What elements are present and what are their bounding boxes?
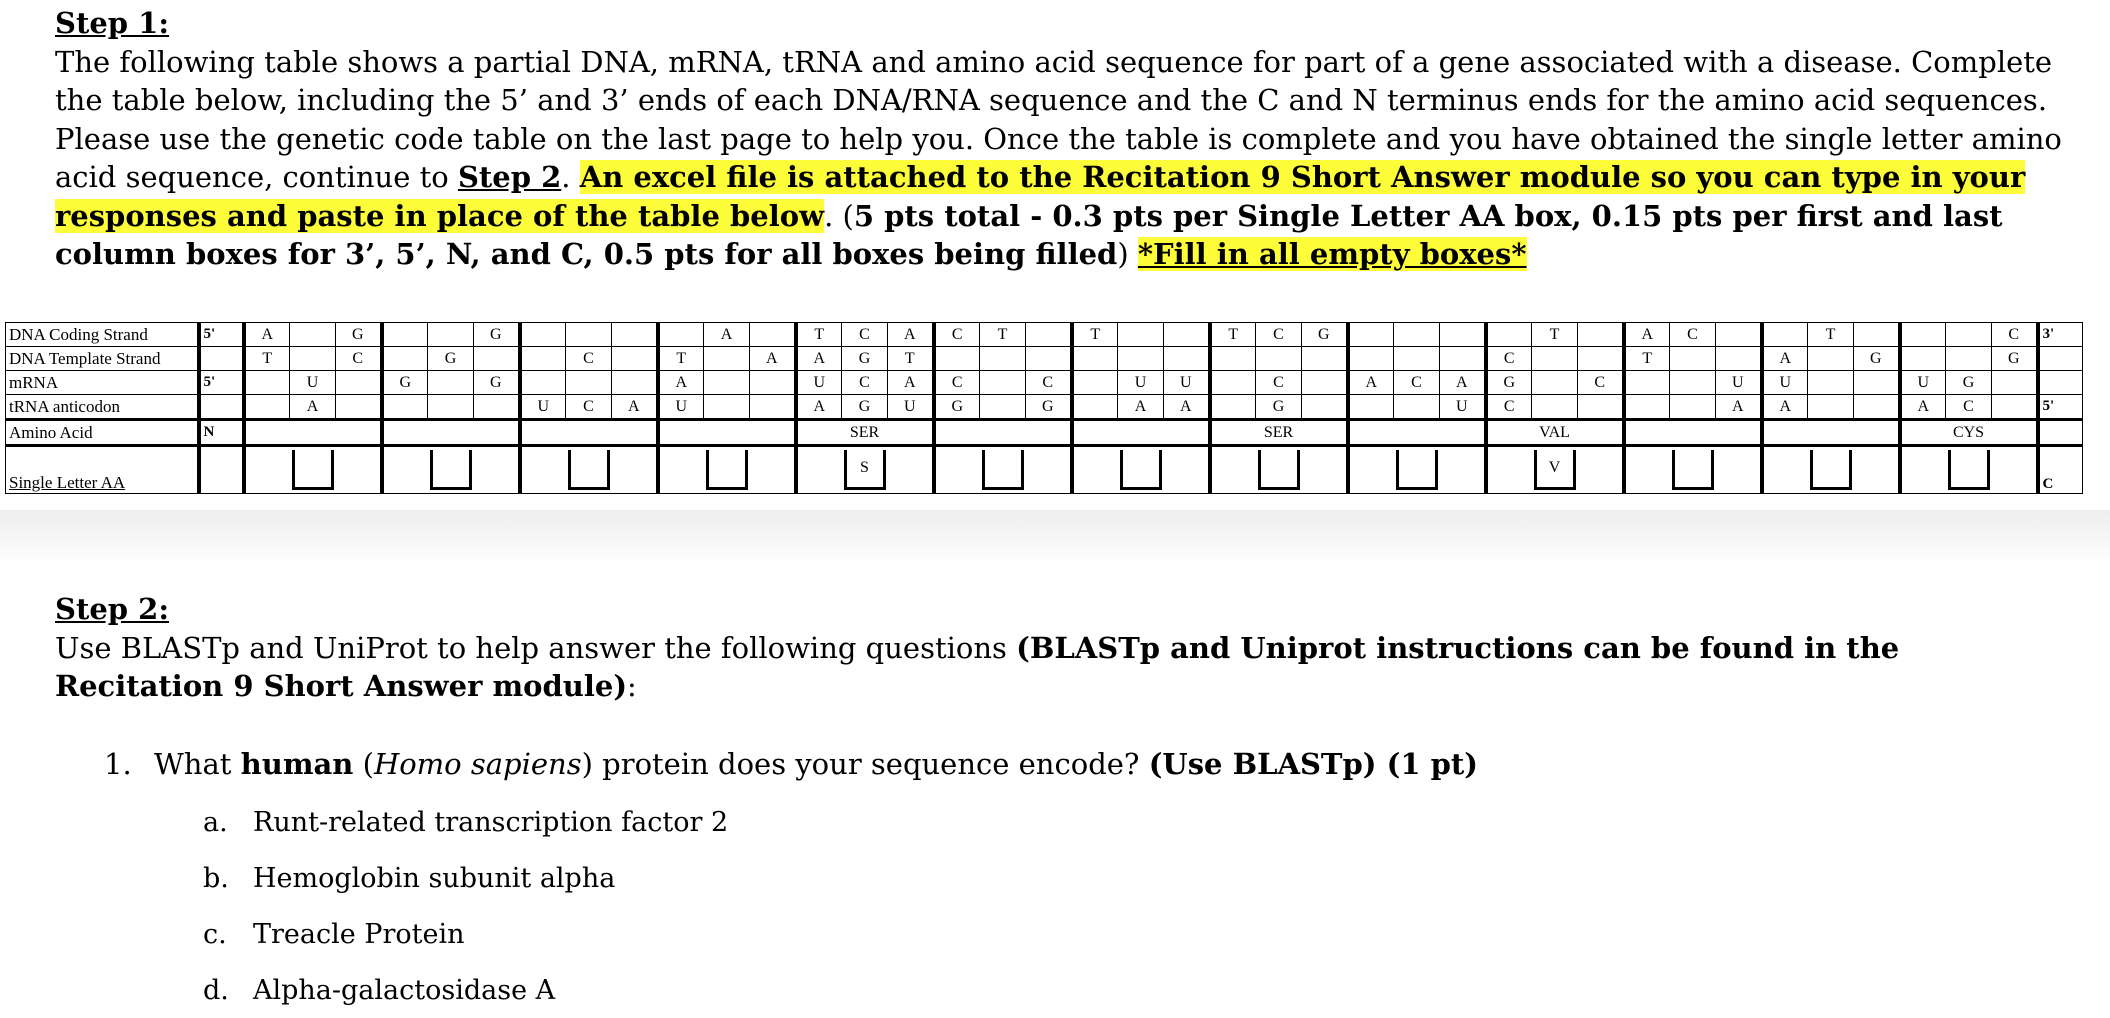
nucleotide-cell[interactable]: C — [1578, 371, 1624, 395]
nucleotide-cell[interactable] — [1854, 371, 1900, 395]
nucleotide-cell[interactable] — [934, 347, 980, 371]
amino-acid-cell[interactable]: SER — [1210, 420, 1348, 446]
nucleotide-cell[interactable]: C — [1946, 395, 1992, 420]
nucleotide-cell[interactable]: C — [1486, 347, 1532, 371]
nucleotide-cell[interactable] — [1532, 347, 1578, 371]
nucleotide-cell[interactable]: G — [934, 395, 980, 420]
nucleotide-cell[interactable]: C — [1670, 323, 1716, 347]
nucleotide-cell[interactable] — [1854, 395, 1900, 420]
nucleotide-cell[interactable] — [1394, 395, 1440, 420]
nucleotide-cell[interactable] — [428, 323, 474, 347]
nucleotide-cell[interactable] — [1854, 323, 1900, 347]
nucleotide-cell[interactable]: T — [1072, 323, 1118, 347]
nucleotide-cell[interactable] — [382, 347, 428, 371]
nucleotide-cell[interactable] — [428, 371, 474, 395]
nucleotide-cell[interactable] — [750, 323, 796, 347]
mrna-row — [6, 371, 2083, 395]
step2-intro-text: Use BLASTp and UniProt to help answer the following questions — [55, 630, 1017, 665]
nucleotide-cell[interactable]: T — [1808, 323, 1854, 347]
dna-coding-strand-row — [6, 323, 2083, 347]
nucleotide-cell[interactable] — [980, 347, 1026, 371]
nucleotide-cell[interactable]: C — [934, 371, 980, 395]
question-number: 1. — [104, 747, 132, 781]
row-label: Single Letter AA — [6, 446, 199, 494]
nucleotide-cell[interactable]: U — [1762, 371, 1808, 395]
fill-boxes-note: *Fill in all empty boxes* — [1137, 237, 1527, 271]
row-label: DNA Coding Strand — [6, 323, 199, 347]
single-letter-cell — [382, 446, 520, 494]
option-c[interactable] — [203, 918, 465, 952]
nucleotide-cell[interactable] — [612, 347, 658, 371]
nucleotide-cell[interactable]: U — [888, 395, 934, 420]
nucleotide-cell[interactable]: C — [842, 323, 888, 347]
nucleotide-cell[interactable] — [1578, 395, 1624, 420]
row-label: mRNA — [6, 371, 199, 395]
single-letter-box[interactable] — [1120, 450, 1162, 490]
nucleotide-cell[interactable] — [704, 371, 750, 395]
nucleotide-cell[interactable]: A — [888, 323, 934, 347]
nucleotide-cell[interactable]: G — [474, 371, 520, 395]
nucleotide-cell[interactable]: C — [1026, 371, 1072, 395]
paren-close: ) — [1117, 237, 1138, 271]
nucleotide-cell[interactable] — [1992, 395, 2038, 420]
nucleotide-cell[interactable]: A — [658, 371, 704, 395]
nucleotide-cell[interactable] — [1118, 347, 1164, 371]
nucleotide-cell[interactable] — [1164, 323, 1210, 347]
nucleotide-cell[interactable] — [290, 323, 336, 347]
excel-note-highlight: An excel file is attached to the Recitation 9 Short Answer module so you can type in your responses and paste in place of the table below — [55, 160, 2026, 233]
nucleotide-cell[interactable]: C — [336, 347, 382, 371]
step1-section — [55, 4, 2065, 274]
nucleotide-cell[interactable] — [428, 395, 474, 420]
single-letter-box[interactable] — [1258, 450, 1300, 490]
single-letter-cell — [658, 446, 796, 494]
single-letter-cell — [1762, 446, 1900, 494]
option-text: Runt-related transcription factor 2 — [253, 807, 729, 838]
nucleotide-cell[interactable] — [1900, 347, 1946, 371]
nucleotide-cell[interactable] — [520, 323, 566, 347]
nucleotide-cell[interactable] — [1026, 323, 1072, 347]
nucleotide-cell[interactable] — [1670, 371, 1716, 395]
question-text-points: (Use BLASTp) (1 pt) — [1148, 747, 1478, 781]
nucleotide-cell[interactable]: A — [1624, 323, 1670, 347]
nucleotide-cell[interactable]: C — [842, 371, 888, 395]
nucleotide-cell[interactable] — [1348, 323, 1394, 347]
single-letter-cell — [1624, 446, 1762, 494]
nucleotide-cell[interactable]: C — [566, 395, 612, 420]
nucleotide-cell[interactable]: T — [1624, 347, 1670, 371]
nucleotide-cell[interactable] — [750, 371, 796, 395]
nucleotide-cell[interactable] — [1394, 347, 1440, 371]
nucleotide-cell[interactable] — [1946, 347, 1992, 371]
single-letter-cell — [934, 446, 1072, 494]
trna-anticodon-row — [6, 395, 2083, 420]
terminal-end-cell[interactable] — [2038, 371, 2083, 395]
nucleotide-cell[interactable]: A — [750, 347, 796, 371]
nucleotide-cell[interactable]: G — [842, 395, 888, 420]
nucleotide-cell[interactable] — [1716, 323, 1762, 347]
nucleotide-cell[interactable]: U — [658, 395, 704, 420]
row-label: Amino Acid — [6, 420, 199, 446]
nucleotide-cell[interactable]: U — [796, 371, 842, 395]
amino-acid-cell[interactable] — [934, 420, 1072, 446]
option-b[interactable] — [203, 862, 615, 896]
nucleotide-cell[interactable] — [1946, 323, 1992, 347]
terminal-end-cell[interactable]: C — [2038, 446, 2083, 494]
nucleotide-cell[interactable]: C — [566, 347, 612, 371]
single-letter-box[interactable] — [1948, 450, 1990, 490]
question-text-a: What — [154, 747, 241, 781]
nucleotide-cell[interactable]: U — [1716, 371, 1762, 395]
points-note: 5 pts total - 0.3 pts per Single Letter AA box, 0.15 pts per first and last column boxes for 3’, 5’, N, and C, 0.5 pts for all boxes being filled — [55, 198, 2003, 271]
nucleotide-cell[interactable]: C — [1394, 371, 1440, 395]
nucleotide-cell[interactable] — [1302, 395, 1348, 420]
nucleotide-cell[interactable] — [1624, 395, 1670, 420]
page-break-shade — [0, 510, 2110, 566]
nucleotide-cell[interactable] — [1072, 371, 1118, 395]
nucleotide-cell[interactable] — [1164, 347, 1210, 371]
nucleotide-cell[interactable] — [1256, 347, 1302, 371]
nucleotide-cell[interactable]: T — [1210, 323, 1256, 347]
single-letter-box[interactable] — [706, 450, 748, 490]
amino-acid-cell[interactable] — [244, 420, 382, 446]
amino-acid-cell[interactable] — [1624, 420, 1762, 446]
option-letter: a. — [203, 807, 228, 838]
amino-acid-cell[interactable] — [1762, 420, 1900, 446]
nucleotide-cell[interactable] — [474, 395, 520, 420]
nucleotide-cell[interactable]: A — [1118, 395, 1164, 420]
nucleotide-cell[interactable] — [520, 371, 566, 395]
nucleotide-cell[interactable]: T — [658, 347, 704, 371]
nucleotide-cell[interactable]: A — [1348, 371, 1394, 395]
amino-acid-cell[interactable] — [658, 420, 796, 446]
step1-period: . — [824, 198, 834, 233]
nucleotide-cell[interactable] — [750, 395, 796, 420]
nucleotide-cell[interactable]: A — [1762, 347, 1808, 371]
nucleotide-cell[interactable] — [1670, 347, 1716, 371]
question-1 — [104, 745, 1478, 783]
amino-acid-cell[interactable]: VAL — [1486, 420, 1624, 446]
single-letter-aa-row — [6, 446, 2083, 494]
nucleotide-cell[interactable] — [612, 323, 658, 347]
step2-heading: Step 2: — [55, 592, 170, 626]
nucleotide-cell[interactable] — [1348, 347, 1394, 371]
nucleotide-cell[interactable] — [474, 347, 520, 371]
option-letter: c. — [203, 919, 227, 950]
nucleotide-cell[interactable] — [980, 371, 1026, 395]
start-end-cell[interactable]: N — [199, 420, 244, 446]
single-letter-box[interactable] — [292, 450, 334, 490]
step2-colon: : — [627, 669, 637, 703]
nucleotide-cell[interactable] — [1578, 347, 1624, 371]
nucleotide-cell[interactable] — [336, 371, 382, 395]
nucleotide-cell[interactable] — [382, 323, 428, 347]
nucleotide-cell[interactable] — [1900, 323, 1946, 347]
nucleotide-cell[interactable] — [1440, 323, 1486, 347]
nucleotide-cell[interactable]: U — [290, 371, 336, 395]
option-text: Hemoglobin subunit alpha — [253, 863, 616, 894]
nucleotide-cell[interactable]: C — [1256, 323, 1302, 347]
nucleotide-cell[interactable] — [566, 371, 612, 395]
step1-text: The following table shows a partial DNA, mRNA, tRNA and amino acid sequence for part of a gene associated with a disease. Complete the table below, including the 5’ and 3’ ends of each DNA/RNA sequence and the C and N terminus ends for the amino acid sequences. Please use the genetic code table on the last page to help you. Once the table is complete and you have obtained the single letter amino acid sequence, continue to — [55, 44, 2062, 194]
nucleotide-cell[interactable]: G — [1992, 347, 2038, 371]
start-end-cell[interactable] — [199, 395, 244, 420]
nucleotide-cell[interactable] — [1210, 395, 1256, 420]
nucleotide-cell[interactable]: C — [1256, 371, 1302, 395]
nucleotide-cell[interactable] — [520, 347, 566, 371]
nucleotide-cell[interactable] — [1118, 323, 1164, 347]
nucleotide-cell[interactable] — [1670, 395, 1716, 420]
nucleotide-cell[interactable]: U — [1440, 395, 1486, 420]
nucleotide-cell[interactable]: G — [382, 371, 428, 395]
nucleotide-cell[interactable]: U — [1900, 371, 1946, 395]
nucleotide-cell[interactable]: A — [1716, 395, 1762, 420]
nucleotide-cell[interactable] — [980, 395, 1026, 420]
nucleotide-cell[interactable] — [1072, 347, 1118, 371]
nucleotide-cell[interactable] — [704, 347, 750, 371]
question-text-e: ) protein does your sequence encode? — [581, 747, 1149, 781]
nucleotide-cell[interactable]: A — [796, 347, 842, 371]
sequence-table — [5, 322, 2083, 494]
single-letter-box[interactable] — [982, 450, 1024, 490]
nucleotide-cell[interactable]: G — [1486, 371, 1532, 395]
amino-acid-cell[interactable] — [1348, 420, 1486, 446]
nucleotide-cell[interactable]: U — [520, 395, 566, 420]
single-letter-cell — [796, 446, 934, 494]
row-label: DNA Template Strand — [6, 347, 199, 371]
amino-acid-row — [6, 420, 2083, 446]
terminal-end-cell[interactable]: 3' — [2038, 323, 2083, 347]
nucleotide-cell[interactable]: G — [1854, 347, 1900, 371]
nucleotide-cell[interactable]: G — [1302, 323, 1348, 347]
nucleotide-cell[interactable]: G — [336, 323, 382, 347]
option-letter: d. — [203, 975, 229, 1006]
nucleotide-cell[interactable] — [658, 323, 704, 347]
nucleotide-cell[interactable] — [1302, 371, 1348, 395]
amino-acid-cell[interactable] — [382, 420, 520, 446]
single-letter-cell — [1348, 446, 1486, 494]
nucleotide-cell[interactable]: A — [704, 323, 750, 347]
nucleotide-cell[interactable]: U — [1164, 371, 1210, 395]
nucleotide-cell[interactable]: T — [1532, 323, 1578, 347]
nucleotide-cell[interactable]: T — [980, 323, 1026, 347]
nucleotide-cell[interactable] — [244, 371, 290, 395]
single-letter-cell — [244, 446, 382, 494]
start-end-cell[interactable] — [199, 347, 244, 371]
step2-section — [55, 590, 2065, 706]
amino-acid-cell[interactable] — [520, 420, 658, 446]
step2-intro-bold: (BLASTp and Uniprot instructions can be found in the Recitation 9 Short Answer module) — [55, 630, 1900, 703]
single-letter-cell — [520, 446, 658, 494]
nucleotide-cell[interactable] — [1992, 371, 2038, 395]
step1-instructions — [55, 43, 2065, 274]
single-letter-box[interactable] — [430, 450, 472, 490]
nucleotide-cell[interactable]: G — [1026, 395, 1072, 420]
nucleotide-cell[interactable] — [1808, 371, 1854, 395]
step2-reference: Step 2 — [457, 160, 562, 194]
nucleotide-cell[interactable] — [1808, 395, 1854, 420]
start-end-cell[interactable]: 5' — [199, 323, 244, 347]
option-a[interactable] — [203, 806, 728, 840]
single-letter-cell — [1210, 446, 1348, 494]
nucleotide-cell[interactable]: T — [796, 323, 842, 347]
nucleotide-cell[interactable]: U — [1118, 371, 1164, 395]
option-d[interactable] — [203, 974, 555, 1008]
nucleotide-cell[interactable] — [1624, 371, 1670, 395]
nucleotide-cell[interactable]: A — [612, 395, 658, 420]
nucleotide-cell[interactable] — [612, 371, 658, 395]
nucleotide-cell[interactable] — [382, 395, 428, 420]
question-text-species: Homo sapiens — [373, 747, 582, 781]
nucleotide-cell[interactable] — [1808, 347, 1854, 371]
single-letter-box[interactable] — [1810, 450, 1852, 490]
nucleotide-cell[interactable]: G — [1256, 395, 1302, 420]
single-letter-box[interactable] — [1672, 450, 1714, 490]
nucleotide-cell[interactable] — [704, 395, 750, 420]
question-text-c: ( — [353, 747, 374, 781]
nucleotide-cell[interactable] — [1348, 395, 1394, 420]
nucleotide-cell[interactable]: A — [1900, 395, 1946, 420]
nucleotide-cell[interactable]: A — [796, 395, 842, 420]
nucleotide-cell[interactable]: G — [842, 347, 888, 371]
terminal-end-cell[interactable] — [2038, 420, 2083, 446]
nucleotide-cell[interactable] — [1394, 323, 1440, 347]
single-letter-box[interactable] — [1396, 450, 1438, 490]
nucleotide-cell[interactable]: G — [474, 323, 520, 347]
nucleotide-cell[interactable]: G — [1946, 371, 1992, 395]
nucleotide-cell[interactable]: A — [290, 395, 336, 420]
nucleotide-cell[interactable] — [244, 395, 290, 420]
nucleotide-cell[interactable]: C — [1992, 323, 2038, 347]
dna-template-strand-row — [6, 347, 2083, 371]
nucleotide-cell[interactable] — [1532, 371, 1578, 395]
start-end-cell[interactable]: 5' — [199, 371, 244, 395]
nucleotide-cell[interactable]: A — [1762, 395, 1808, 420]
nucleotide-cell[interactable] — [1532, 395, 1578, 420]
nucleotide-cell[interactable]: T — [888, 347, 934, 371]
nucleotide-cell[interactable]: G — [428, 347, 474, 371]
nucleotide-cell[interactable] — [1578, 323, 1624, 347]
terminal-end-cell[interactable]: 5' — [2038, 395, 2083, 420]
single-letter-box[interactable]: S — [844, 450, 886, 490]
single-letter-box[interactable] — [568, 450, 610, 490]
nucleotide-cell[interactable] — [1762, 323, 1808, 347]
single-letter-cell — [1486, 446, 1624, 494]
row-label: tRNA anticodon — [6, 395, 199, 420]
nucleotide-cell[interactable] — [1486, 323, 1532, 347]
nucleotide-cell[interactable]: A — [244, 323, 290, 347]
option-text: Treacle Protein — [253, 919, 465, 950]
nucleotide-cell[interactable] — [1210, 347, 1256, 371]
step1-dot: . — [561, 160, 580, 194]
nucleotide-cell[interactable] — [566, 323, 612, 347]
amino-acid-cell[interactable] — [1072, 420, 1210, 446]
amino-acid-cell[interactable]: SER — [796, 420, 934, 446]
step2-intro — [55, 629, 2065, 706]
single-letter-cell — [1900, 446, 2038, 494]
nucleotide-cell[interactable]: A — [1164, 395, 1210, 420]
option-letter: b. — [203, 863, 229, 894]
nucleotide-cell[interactable] — [1440, 347, 1486, 371]
nucleotide-cell[interactable]: C — [1486, 395, 1532, 420]
single-letter-cell — [1072, 446, 1210, 494]
nucleotide-cell[interactable]: A — [1440, 371, 1486, 395]
nucleotide-cell[interactable]: A — [888, 371, 934, 395]
nucleotide-cell[interactable] — [1716, 347, 1762, 371]
nucleotide-cell[interactable] — [1072, 395, 1118, 420]
question-text-human: human — [240, 747, 354, 781]
nucleotide-cell[interactable] — [336, 395, 382, 420]
nucleotide-cell[interactable] — [290, 347, 336, 371]
paren-open: ( — [833, 198, 854, 233]
nucleotide-cell[interactable] — [1210, 371, 1256, 395]
amino-acid-cell[interactable]: CYS — [1900, 420, 2038, 446]
start-end-cell[interactable] — [199, 446, 244, 494]
nucleotide-cell[interactable]: T — [244, 347, 290, 371]
nucleotide-cell[interactable] — [1026, 347, 1072, 371]
step1-heading: Step 1: — [55, 6, 170, 40]
nucleotide-cell[interactable] — [1302, 347, 1348, 371]
option-text: Alpha-galactosidase A — [253, 975, 556, 1006]
nucleotide-cell[interactable]: C — [934, 323, 980, 347]
single-letter-box[interactable]: V — [1534, 450, 1576, 490]
terminal-end-cell[interactable] — [2038, 347, 2083, 371]
